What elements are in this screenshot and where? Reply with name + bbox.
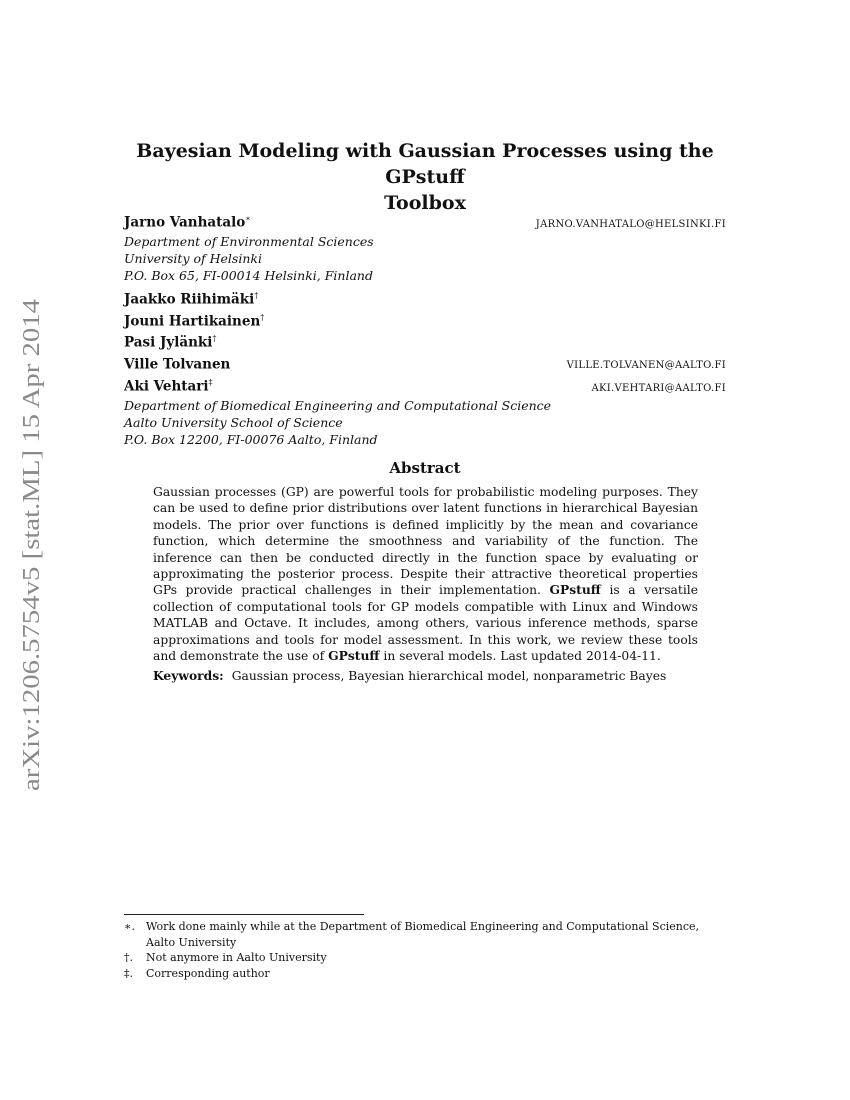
tool-name: GPstuff [328,648,380,664]
keywords-text: Gaussian process, Bayesian hierarchical model, nonparametric Bayes [231,669,667,683]
footnote: ‡. Corresponding author [124,966,270,980]
keywords-label: Keywords: [153,668,224,683]
author-email[interactable]: AKI.VEHTARI@AALTO.FI [591,382,726,394]
author-name: Aki Vehtari‡ [124,378,213,395]
author-name: Jarno Vanhatalo∗ [124,214,251,231]
affiliation-line: Department of Biomedical Engineering and Computational Science [124,397,552,413]
author-block-1 [124,210,726,284]
affiliation-line: Aalto University School of Science [124,414,343,430]
author-block-2 [124,287,726,448]
title-line-1: Bayesian Modeling with Gaussian Processes using the GPstuff [136,140,714,188]
footnotes [124,919,729,981]
affiliation-line: Department of Environmental Sciences [124,233,374,249]
author-name: Ville Tolvanen [124,356,231,372]
arxiv-stamp [7,295,49,795]
author-email[interactable]: VILLE.TOLVANEN@AALTO.FI [566,360,726,371]
keywords [153,668,713,683]
affiliation-line: P.O. Box 12200, FI-00076 Aalto, Finland [124,431,378,447]
author-email[interactable]: JARNO.VANHATALO@HELSINKI.FI [535,218,726,230]
author-name: Jaakko Riihimäki† [124,291,259,308]
author-name: Pasi Jylänki† [124,334,217,351]
abstract-body: Gaussian processes (GP) are powerful tools for probabilistic modeling purposes. They can be used to define prior distributions over latent functions in hierarchical Bayesian models. The prior over functions is defined implicitly by the mean and covariance function, which determine the smoothness and variability of the function. The inference can then be conducted directly in the function space by evaluating or approximating the posterior process. Despite their attractive theoretical properties GPs provide practical challenges in their implementation. GPstuff is a versatile collection of computational tools for GP models compatible with Linux and Windows MATLAB and Octave. It includes, among others, various inference methods, sparse approximations and tools for model assessment. In this work, we review these tools and demonstrate the use of GPstuff in several models. Last updated 2014-04-11. [153,485,698,664]
author-name: Jouni Hartikainen† [124,312,265,329]
affiliation-line: P.O. Box 65, FI-00014 Helsinki, Finland [124,267,373,283]
arxiv-stamp-text: arXiv:1206.5754v5 [stat.ML] 15 Apr 2014 [18,371,45,791]
title-line-2: Toolbox [384,192,466,214]
affiliation-line: University of Helsinki [124,250,262,266]
paper-title [110,138,740,216]
footnote-divider [124,914,364,915]
abstract-heading: Abstract [389,459,461,477]
footnote: †. Not anymore in Aalto University [124,951,327,964]
footnote: ∗. Work done mainly while at the Department of Biomedical Engineering and Computational Science, Aalto University [124,920,700,949]
tool-name: GPstuff [549,582,601,598]
